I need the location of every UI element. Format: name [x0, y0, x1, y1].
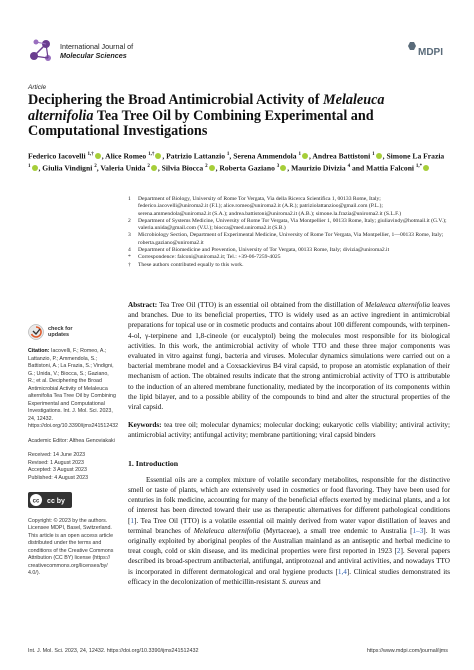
footer-citation[interactable]: Int. J. Mol. Sci. 2023, 24, 12432. https://doi.org/10.3390/ijms241512432 [28, 648, 199, 654]
author-sup: 2 [205, 164, 208, 170]
affiliation-text: Correspondence: falconi@uniroma2.it; Tel.: +39-06-7259-4025 [138, 254, 281, 261]
author-sup: 3 [276, 164, 280, 170]
article-title [28, 93, 448, 140]
author-sup: 1 [298, 152, 301, 157]
affiliation-number: † [128, 261, 131, 268]
orcid-icon[interactable] [376, 153, 382, 159]
affiliation-number: 1 [128, 196, 131, 202]
intro-text: ]. It was originally exploited by aboriginal peoples of the Australian mainland as an antiseptic and herbal medicine to treat cough, cold or skin disease, and its medicinal properties were first reported in 1923 [ [128, 526, 450, 556]
abstract-species: Melaleuca alternifolia [365, 301, 430, 309]
affiliation-text: Department of Biomedicine and Prevention, University of Tor Vergata, 00133 Rome, Italy; divizia@uniroma2.it [138, 247, 390, 254]
journal-logo-icon [28, 36, 54, 64]
intro-text: ]. Tea Tree Oil (TTO) is a volatile essential oil mainly derived from water vapor distillation of leaves and terminal branches of [128, 516, 450, 535]
affiliation-text: Department of Systems Medicine, University of Rome Tor Vergata, Via Montpellier 1, 00133 Rome, Italy; giuliavindy@hotmail.it (G.V.); valeria.unida@gmail.com (V.U.); biocca@med.uniroma2.it (S.B.) [138, 217, 447, 232]
author-name: , Alice Romeo [101, 151, 149, 161]
title-species: Melaleuca alternifolia [28, 92, 385, 124]
intro-species: Melaleuca alternifolia [193, 526, 261, 535]
author-name: and Mattia Falconi [350, 163, 416, 173]
author-sup: 4 [347, 164, 351, 170]
affiliation-number: 4 [128, 247, 131, 254]
page-header [28, 34, 448, 74]
affiliation-text: These authors contributed equally to this work. [138, 261, 244, 268]
journal-name [60, 42, 133, 60]
affiliation-number: 3 [128, 232, 131, 239]
author-sup: 1,† [148, 152, 155, 157]
orcid-icon[interactable] [302, 153, 308, 159]
affiliation-text: Department of Biology, University of Rome Tor Vergata, Via della Ricerca Scientifica 1, 00133 Rome, Italy; federico.iacovelli@uniroma2.it (F.I.); alice.romeo@uniroma2.it (A.R.); patriziolattanzioo@gmail.com (P.L.); serena.ammendola@uniroma2.it (S.A.); andrea.battistoni@uniroma2.it (A.B.); simone.la.frazia@uniroma2.it (S.L.F.) [138, 196, 402, 217]
page-footer [28, 648, 448, 654]
citation-block [28, 348, 119, 431]
orcid-icon[interactable] [280, 165, 286, 171]
journal-name-line2: Molecular Sciences [60, 51, 127, 60]
author-sup: 1,* [415, 164, 423, 170]
check-updates-label [48, 326, 72, 339]
author-name: , Giulia Vindigni [38, 163, 95, 173]
author-name: , Serena Ammendola [229, 151, 299, 161]
reference-link[interactable]: 1 [130, 516, 134, 525]
intro-text: Essential oils are a complex mixture of volatile secondary metabolites, responsible for the distinctive smell or taste of plants, which are extensively used in cosmetics or food flavoring. They have been used for centuries in folk medicine, accounting for many of the beneficial effects exerted by medicinal plants, and a lot of interest has been directed toward their use as therapeutic alternatives for different pathological conditions [ [128, 475, 450, 525]
check-updates-line2: updates [48, 332, 70, 338]
author-sup: 1 [28, 164, 31, 170]
author-sup: 1,† [87, 152, 94, 157]
citation-text: Iacovelli, F.; Romeo, A.; Lattanzio, P.; Ammendola, S.; Battistoni, A.; La Frazia, S.; Vindigni, G.; Unida, V.; Biocca, S.; Gaziano, R.; et al. Deciphering the Broad Antimicrobial Activity of Melaleuca alternifolia Tea Tree Oil by Combining Experimental and Computational Investigations. Int. J. Mol. Sci. 2023, 24, 12432. https://doi.org/10.3390/ijms241512432 [28, 348, 119, 429]
footer-journal-link[interactable]: https://www.mdpi.com/journal/ijms [366, 648, 448, 654]
orcid-icon[interactable] [32, 165, 38, 171]
author-name: , Simone La Frazia [382, 151, 445, 161]
author-sup: 1 [226, 152, 230, 157]
mdpi-logo-icon [406, 40, 448, 60]
intro-text: and [308, 577, 321, 586]
author-name: , Valeria Unida [96, 163, 148, 173]
affiliation-text: Microbiology Section, Department of Experimental Medicine, University of Rome Tor Vergata, Via Montpellier, 1—00133 Rome, Italy; roberta.gaziano@uniroma2.it [138, 232, 444, 246]
cc-license-text: cc by [47, 498, 65, 505]
creative-commons-icon[interactable] [28, 492, 72, 508]
check-for-updates-button[interactable] [28, 324, 116, 340]
received-date: Received: 14 June 2023 [28, 452, 86, 458]
affiliation-item [128, 218, 450, 233]
intro-paragraph [128, 475, 450, 587]
author-name: , Maurizio Divizia [287, 163, 348, 173]
affiliation-item [128, 196, 450, 218]
orcid-icon[interactable] [151, 165, 157, 171]
author-sup: 2 [147, 164, 150, 170]
intro-text: ]. Several papers described its broad-spectrum antibacterial, antifungal, antiprotozoal and antiviral activities, and nowadays TTO is incorporated in different dermatological and oral hygiene products [ [128, 547, 450, 576]
check-updates-icon [28, 324, 44, 340]
reference-link[interactable]: 1–3 [412, 526, 424, 535]
article-body [128, 300, 450, 587]
affiliation-number: * [128, 254, 131, 261]
publisher-name: MDPI [418, 47, 443, 58]
abstract-text: Tea Tree Oil (TTO) is an essential oil obtained from the distillation of [157, 301, 366, 309]
abstract [128, 300, 450, 412]
author-sup: 2 [94, 164, 97, 170]
affiliation-number: 2 [128, 217, 131, 224]
author-list [28, 150, 448, 174]
intro-text: (Myrtaceae), a small tree endemic to Australia [ [260, 526, 413, 535]
citation-label: Citation: [28, 348, 50, 354]
author-sup: 1 [372, 152, 375, 157]
abstract-text: leaves and branches. Due to its beneficial properties, TTO is widely used as an active ingredient in antimicrobial preparations for topical use or in cosmetic products and contains about 100 different compounds, with terpinen-4-ol, γ-terpinene and 1,8-cineole (or eucalyptol) being the molecules most responsible for its biological activities. In this work, the antimicrobial activity of whole TTO and these three major components was evaluated in vitro against fungi, bacteria and viruses. Molecular dynamics simulations were carried out on a bacterial membrane model and a Coxsackievirus B4 viral capsid, to propose an atomistic explanation of their mechanism of action. The obtained results indicate that the strong antimicrobial activity of TTO is attributable to the induction of an altered membrane functionality, mediated by the incorporation of its components within the lipid bilayer, and to a possible ability of the compounds to bind and alter the structural properties of the viral capsid. [128, 301, 450, 412]
revised-date: Revised: 1 August 2023 [28, 459, 84, 466]
article-sidebar [28, 324, 119, 578]
keywords-text: tea tree oil; molecular dynamics; molecular docking; eukaryotic cells viability; antiviral activity; antimicrobial activity; antifungal activity; membrane partitioning; viral capsid binders [128, 421, 450, 440]
abstract-label: Abstract: [128, 301, 158, 309]
affiliation-item [128, 254, 450, 261]
reference-link[interactable]: 2 [396, 547, 401, 556]
affiliation-item [128, 262, 450, 269]
intro-text: ]. Clinical studies demonstrated its efficacy in the decolonization of methicillin-resistant [128, 567, 450, 586]
keywords [128, 420, 450, 440]
affiliations [128, 196, 450, 269]
author-name: , Andrea Battistoni [308, 151, 373, 161]
author-name: , Silvia Biocca [157, 163, 206, 173]
orcid-icon[interactable] [209, 165, 215, 171]
orcid-icon[interactable] [95, 153, 101, 159]
copyright-notice: Copyright: © 2023 by the authors. Licensee MDPI, Basel, Switzerland. This article is an open access article distributed under the terms and conditions of the Creative Commons Attribution (CC BY) license (https:// creativecommons.org/licenses/by/ 4.0/). [28, 517, 114, 576]
keywords-label: Keywords: [128, 421, 162, 430]
author-name: Federico Iacovelli [28, 151, 88, 161]
journal-name-line1: International Journal of [60, 42, 134, 51]
author-name: , Patrizio Lattanzio [162, 151, 227, 161]
svg-text:cc: cc [32, 498, 40, 505]
published-date: Published: 4 August 2023 [28, 474, 89, 481]
section-heading: 1. Introduction [128, 458, 179, 468]
intro-species: S. aureus [281, 577, 309, 586]
orcid-icon[interactable] [423, 165, 429, 171]
accepted-date: Accepted: 3 August 2023 [28, 467, 87, 473]
title-part1: Deciphering the Broad Antimicrobial Activity of [28, 92, 324, 108]
publication-dates [28, 452, 116, 482]
academic-editor: Academic Editor: Althea Genoviakaki [28, 437, 115, 444]
article-type: Article [28, 84, 47, 91]
author-name: , Roberta Gaziano [215, 163, 277, 173]
title-part2: Tea Tree Oil by Combining Experimental and Computational Investigations [28, 107, 374, 139]
orcid-icon[interactable] [155, 153, 161, 159]
affiliation-item [128, 232, 450, 247]
reference-link[interactable]: 1,4 [337, 567, 347, 576]
check-updates-line1: check for [48, 325, 73, 332]
